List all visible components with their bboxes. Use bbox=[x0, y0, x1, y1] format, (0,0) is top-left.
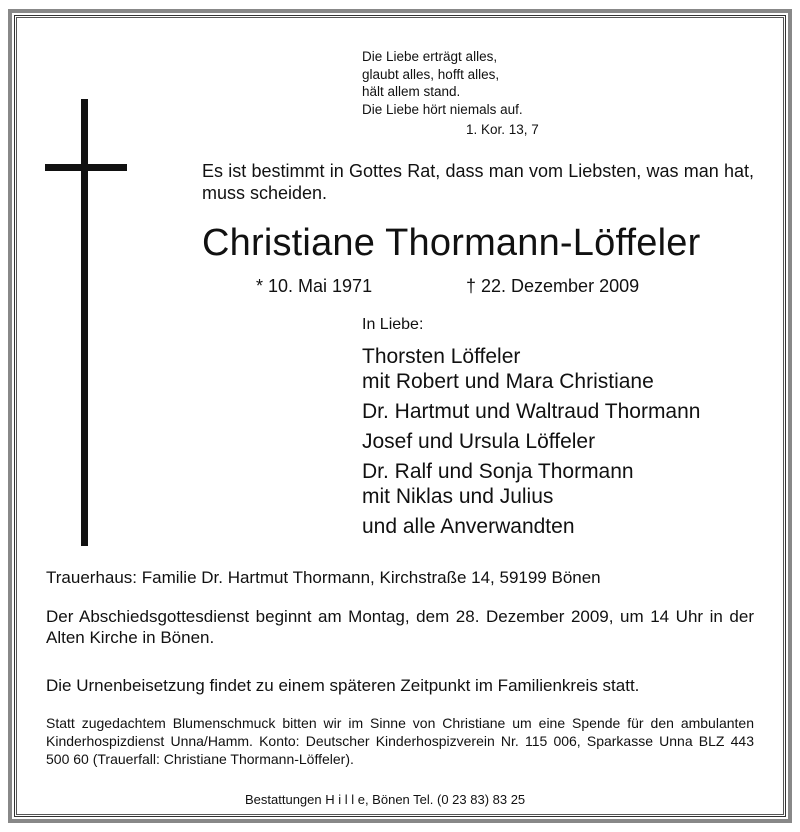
verse-line: glaubt alles, hofft alles, bbox=[362, 66, 500, 82]
verse-line: Die Liebe hört niemals auf. bbox=[362, 101, 523, 117]
mourner-line: mit Niklas und Julius bbox=[362, 485, 554, 508]
birth-date: * 10. Mai 1971 bbox=[256, 276, 373, 296]
deceased-name: Christiane Thormann-Löffeler bbox=[202, 222, 701, 264]
mourner-line: Thorsten Löffeler bbox=[362, 345, 521, 368]
mourner-line: mit Robert und Mara Christiane bbox=[362, 370, 654, 393]
mourners-list bbox=[362, 344, 700, 539]
verse-line: Die Liebe erträgt alles, bbox=[362, 49, 498, 64]
undertaker-info: Bestattungen H i l l e, Bönen Tel. (0 23 83) 83 25 bbox=[245, 792, 526, 807]
mourner-line: Dr. Ralf und Sonja Thormann bbox=[362, 460, 634, 483]
bible-verse bbox=[362, 48, 523, 118]
mourner-line: und alle Anverwandten bbox=[362, 515, 575, 538]
urn-burial-info: Die Urnenbeisetzung findet zu einem späteren Zeitpunkt im Familienkreis statt. bbox=[46, 676, 640, 695]
verse-reference: 1. Kor. 13, 7 bbox=[466, 122, 539, 137]
donation-info: Statt zugedachtem Blumenschmuck bitten wir im Sinne von Christiane um eine Spende für den ambulanten Kinderhospizdienst Unna/Hamm. Konto: Deutscher Kinderhospizverein Nr. 115 006, Sparkasse Unna BLZ 443 500 60 (Trauerfall: Christiane Thormann-Löffeler). bbox=[46, 715, 754, 767]
death-date: † 22. Dezember 2009 bbox=[466, 276, 640, 296]
verse-line: hält allem stand. bbox=[362, 84, 461, 99]
quote: Es ist bestimmt in Gottes Rat, dass man vom Liebsten, was man hat, muss scheiden. bbox=[202, 161, 754, 203]
house-of-mourning: Trauerhaus: Familie Dr. Hartmut Thormann, Kirchstraße 14, 59199 Bönen bbox=[46, 568, 601, 587]
mourners-intro: In Liebe: bbox=[362, 316, 424, 333]
service-info: Der Abschiedsgottesdienst beginnt am Montag, dem 28. Dezember 2009, um 14 Uhr in der Alten Kirche in Bönen. bbox=[46, 607, 754, 647]
mourner-line: Dr. Hartmut und Waltraud Thormann bbox=[362, 400, 701, 423]
mourner-line: Josef und Ursula Löffeler bbox=[362, 430, 596, 453]
cross-icon-bar bbox=[45, 164, 127, 171]
